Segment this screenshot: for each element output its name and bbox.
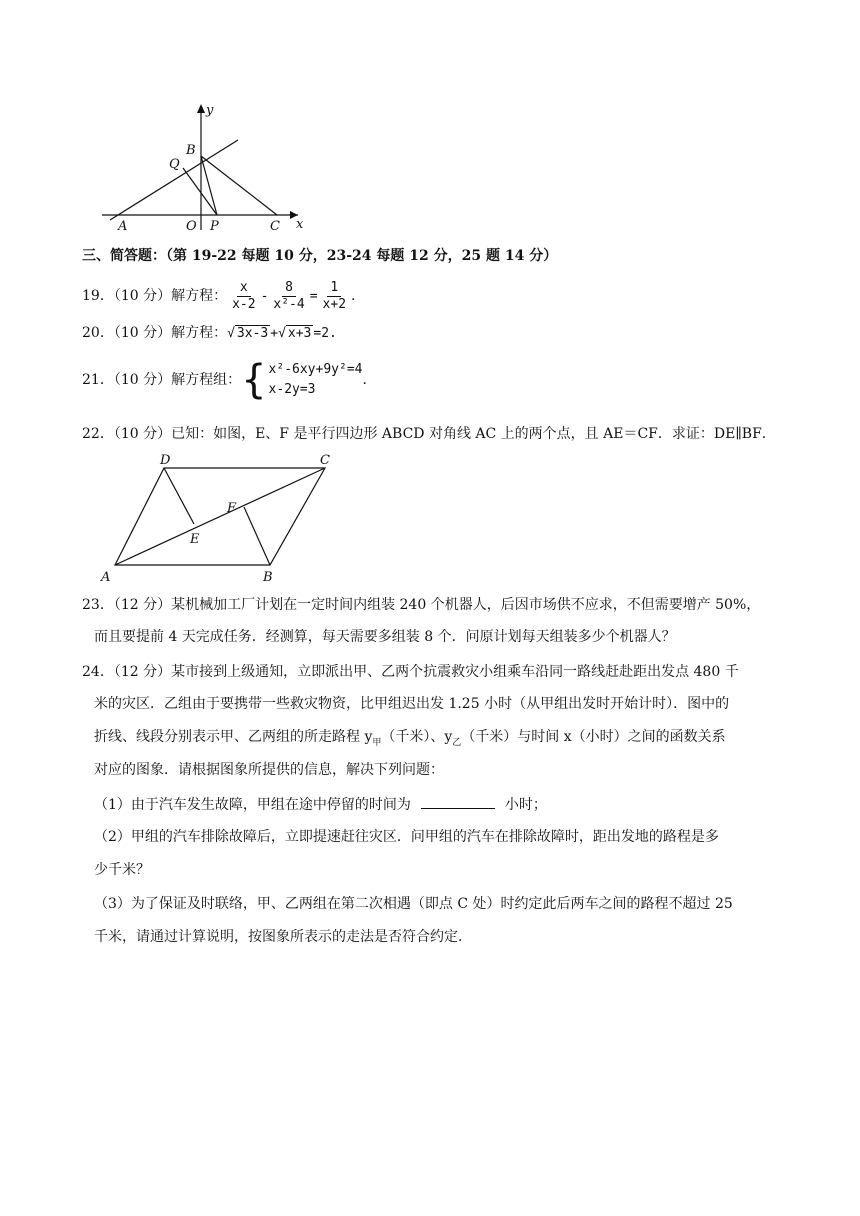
q19-fraction-3: $\frac{1}{x+2}$: [322, 279, 347, 312]
question-20: 20．（10 分）解方程：√ 3x-3 +√ x+3 =2.: [82, 323, 337, 344]
question-21: 21．（10 分）解方程组： { x²-6xy+9y²=4 x-2y=3 .: [82, 357, 367, 403]
section-title: 三、简答题：（第 19-22 每题 10 分，23-24 每题 12 分，25 题 14 分）: [82, 248, 558, 264]
y-axis-arrow: [197, 104, 205, 113]
question-24-part-3-line-1: （3）为了保证及时联络，甲、乙两组在第二次相遇（即点 C 处）时约定此后两车之间的路程不超过 25: [94, 896, 733, 912]
label-x: x: [296, 217, 304, 232]
question-22: 22．（10 分）已知：如图，E、F 是平行四边形 ABCD 对角线 AC 上的两个点，且 AE＝CF．求证：DE∥BF．: [82, 426, 776, 442]
label-y: y: [206, 103, 214, 118]
label-d: D: [160, 453, 171, 468]
answer-blank[interactable]: [421, 794, 495, 809]
question-24-line-2: 米的灾区．乙组由于要携带一些救灾物资，比甲组迟出发 1.25 小时（从甲组出发时开始计时）．图中的: [94, 696, 730, 712]
q21-system: { x²-6xy+9y²=4 x-2y=3: [241, 357, 363, 403]
question-24-line-3: 折线、线段分别表示甲、乙两组的所走路程 $y_甲$（千米）、$y_乙$（千米）与时间 x（小时）之间的函数关系: [94, 729, 726, 748]
label-a: A: [118, 219, 128, 234]
diagonal-ac: [115, 468, 325, 565]
parallelogram-figure: [98, 450, 343, 585]
q21-prefix: 21．（10 分）解方程组：: [82, 372, 242, 388]
line-ab: [110, 140, 238, 220]
segment-qp: [183, 168, 217, 215]
label-e: E: [190, 532, 200, 547]
label-p: P: [210, 219, 219, 234]
segment-bp: [201, 156, 217, 215]
label-q: Q: [169, 157, 180, 172]
label-c2: C: [320, 453, 330, 468]
label-b: B: [186, 143, 196, 158]
question-24-part-2-line-2: 少千米？: [94, 862, 150, 878]
coordinate-figure: [98, 100, 308, 235]
q19-prefix: 19．（10 分）解方程：: [82, 288, 228, 304]
question-23-line-2: 而且要提前 4 天完成任务．经测算，每天需要多组装 8 个．问原计划每天组装多少个机器人？: [94, 629, 676, 645]
question-24-line-1: 24．（12 分）某市接到上级通知，立即派出甲、乙两个抗震救灾小组乘车沿同一路线赶赴距出发点 480 千: [82, 664, 739, 680]
question-23-line-1: 23．（12 分）某机械加工厂计划在一定时间内组装 240 个机器人，后因市场供不应求，不但需要增产 50%，: [82, 597, 761, 613]
q20-prefix: 20．（10 分）解方程：: [82, 325, 228, 341]
segment-bf: [244, 507, 270, 565]
q20-sqrt-1: √ 3x-3: [227, 326, 269, 341]
q20-sqrt-2: √ x+3: [278, 326, 312, 341]
q19-fraction-2: $\frac{8}{\text{x²-4}}$: [273, 279, 305, 312]
segment-bc: [201, 156, 277, 215]
label-o: O: [186, 219, 197, 234]
question-24-part-1: （1）由于汽车发生故障，甲组在途中停留的时间为 小时；: [94, 794, 547, 815]
question-24-part-3-line-2: 千米，请通过计算说明，按图象所表示的走法是否符合约定．: [94, 929, 472, 945]
question-24-part-2-line-1: （2）甲组的汽车排除故障后，立即提速赶往灾区．问甲组的汽车在排除故障时，距出发地的路程是多: [94, 829, 719, 845]
label-c: C: [270, 219, 280, 234]
question-19: 19．（10 分）解方程： $\frac{x}{x-2}$ - $\frac{8}{\text{x²-4}}$ = $\frac{1}{x+2}$ .: [82, 279, 356, 312]
segment-de: [164, 468, 194, 524]
q21-row-1: x²-6xy+9y²=4: [268, 362, 363, 377]
label-f: F: [227, 501, 237, 516]
label-a2: A: [101, 570, 111, 585]
q19-fraction-1: $\frac{x}{x-2}$: [232, 279, 256, 312]
question-24-line-4: 对应的图象．请根据图象所提供的信息，解决下列问题：: [94, 762, 444, 778]
q21-row-2: x-2y=3: [268, 382, 316, 397]
label-b2: B: [263, 570, 273, 585]
